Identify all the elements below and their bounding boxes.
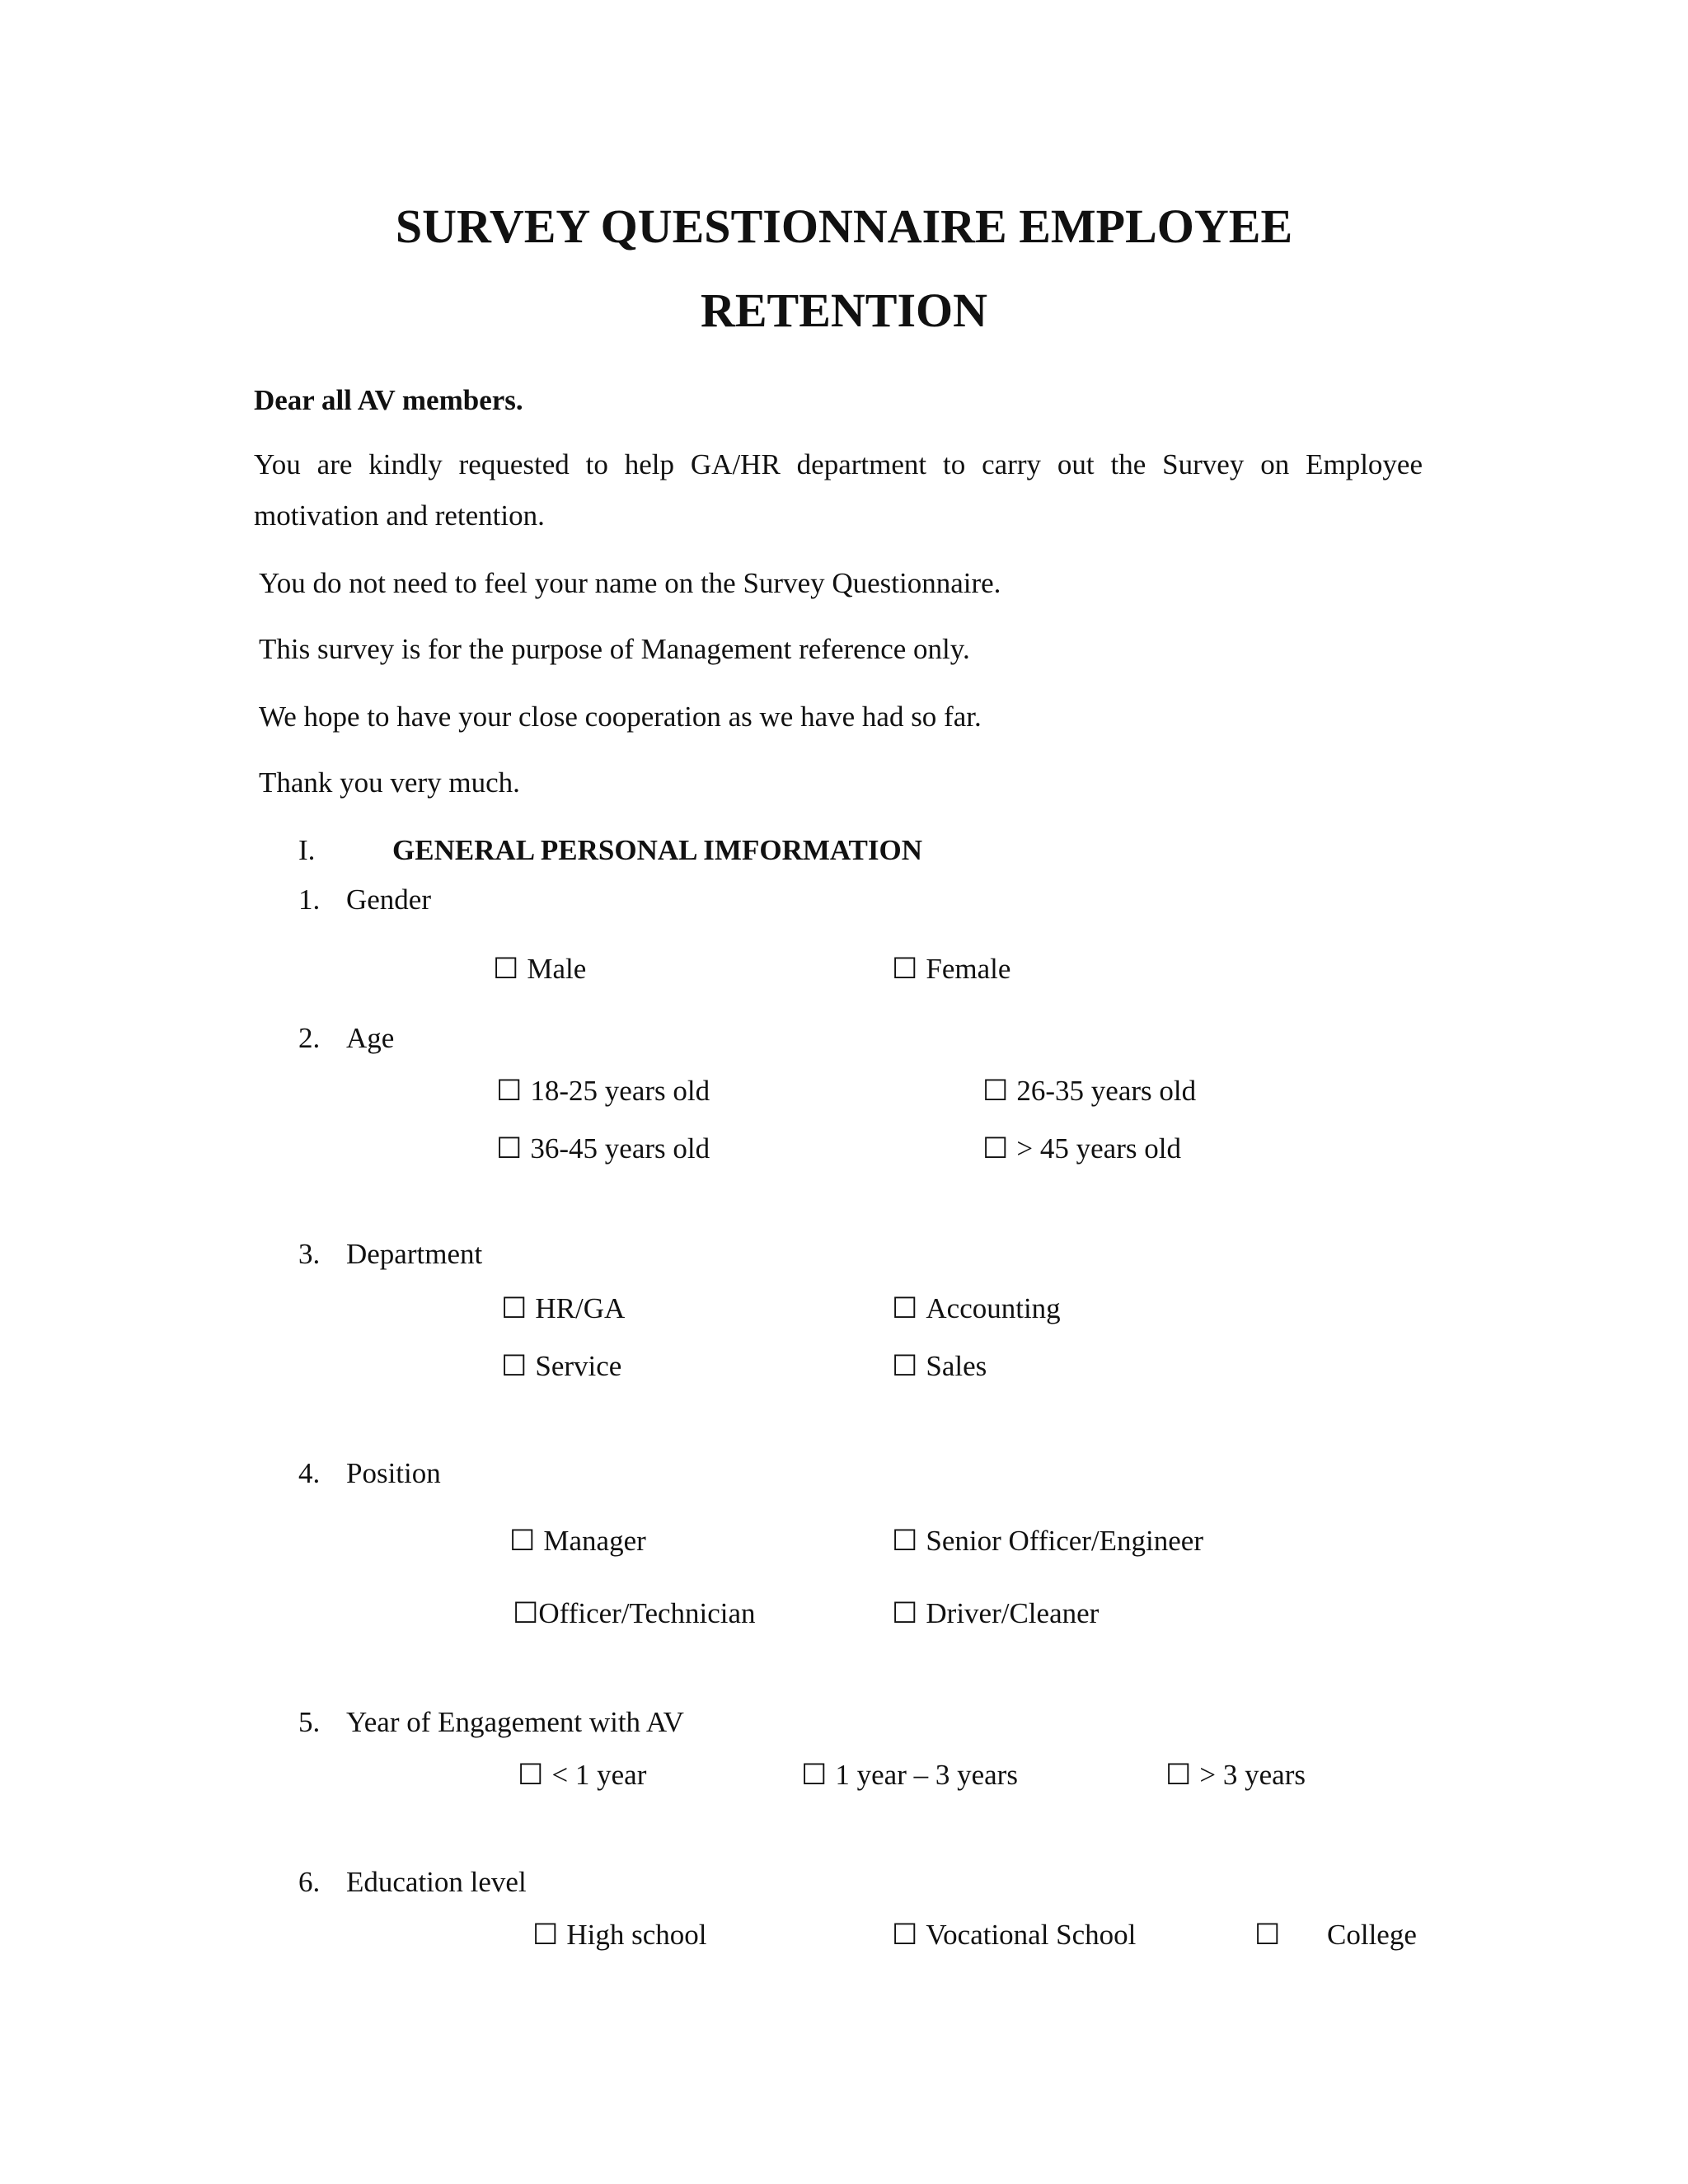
checkbox-icon[interactable]: ☐ [532, 1919, 559, 1951]
question-number: 1. [298, 883, 321, 916]
option-age-26-35[interactable] [982, 1073, 1196, 1109]
option-label: Driver/Cleaner [926, 1597, 1100, 1629]
purpose-note: This survey is for the purpose of Management reference only. [259, 633, 970, 665]
option-label: 1 year – 3 years [835, 1759, 1018, 1791]
option-officer-technician[interactable] [513, 1596, 756, 1632]
checkbox-icon[interactable]: ☐ [892, 1919, 918, 1951]
option-label: Female [926, 953, 1011, 985]
option-female[interactable] [892, 951, 1010, 987]
checkbox-icon[interactable]: ☐ [501, 1292, 528, 1324]
option-sales[interactable] [892, 1348, 987, 1385]
checkbox-icon[interactable]: ☐ [518, 1759, 544, 1791]
greeting: Dear all AV members. [254, 384, 523, 416]
question-label-gender: Gender [346, 883, 432, 916]
option-service[interactable] [501, 1348, 621, 1385]
intro-paragraph-line-2: motivation and retention. [254, 499, 545, 532]
page-title-line-1: SURVEY QUESTIONNAIRE EMPLOYEE [395, 199, 1293, 253]
thanks-note: Thank you very much. [259, 766, 520, 799]
question-label-education: Education level [346, 1866, 527, 1898]
checkbox-icon[interactable]: ☐ [892, 953, 918, 985]
checkbox-icon[interactable]: ☐ [509, 1525, 536, 1557]
option-high-school[interactable] [532, 1917, 707, 1953]
option-label: 18-25 years old [530, 1075, 710, 1107]
question-number: 6. [298, 1866, 321, 1898]
question-number: 5. [298, 1706, 321, 1738]
option-male[interactable] [493, 951, 586, 987]
option-label: Sales [926, 1350, 987, 1382]
option-vocational-school[interactable] [892, 1917, 1136, 1953]
anonymity-note: You do not need to feel your name on the Survey Questionnaire. [259, 567, 1001, 599]
option-label: Male [527, 953, 587, 985]
checkbox-icon[interactable]: ☐ [982, 1075, 1009, 1107]
option-label: High school [566, 1919, 707, 1951]
option-label: Accounting [926, 1292, 1061, 1324]
option-age-36-45[interactable] [496, 1131, 710, 1167]
page-title-line-2: RETENTION [700, 284, 988, 337]
option-senior-officer-engineer[interactable] [892, 1523, 1203, 1559]
option-label: HR/GA [535, 1292, 626, 1324]
option-label: 36-45 years old [530, 1132, 710, 1165]
cooperation-note: We hope to have your close cooperation as we have had so far. [259, 701, 982, 733]
checkbox-icon[interactable]: ☐ [801, 1759, 828, 1791]
option-label: < 1 year [551, 1759, 647, 1791]
option-hr-ga[interactable] [501, 1291, 625, 1327]
option-age-over-45[interactable] [982, 1131, 1181, 1167]
question-label-position: Position [346, 1457, 441, 1489]
option-less-than-1-year[interactable] [518, 1757, 646, 1793]
option-label: > 3 years [1199, 1759, 1306, 1791]
question-number: 2. [298, 1022, 321, 1054]
option-more-than-3-years[interactable] [1165, 1757, 1306, 1793]
checkbox-icon[interactable]: ☐ [513, 1597, 539, 1629]
option-label: 26-35 years old [1016, 1075, 1197, 1107]
checkbox-icon[interactable]: ☐ [1254, 1919, 1281, 1951]
checkbox-icon[interactable]: ☐ [892, 1525, 918, 1557]
section-numeral: I. [298, 834, 316, 866]
checkbox-icon[interactable]: ☐ [493, 953, 519, 985]
question-label-engagement: Year of Engagement with AV [346, 1706, 684, 1738]
option-manager[interactable] [509, 1523, 646, 1559]
checkbox-icon[interactable]: ☐ [892, 1350, 918, 1382]
checkbox-icon[interactable]: ☐ [496, 1075, 523, 1107]
question-number: 4. [298, 1457, 321, 1489]
intro-paragraph-line-1: You are kindly requested to help GA/HR department to carry out the Survey on Employee [254, 448, 1423, 480]
checkbox-icon[interactable]: ☐ [982, 1132, 1009, 1165]
question-label-department: Department [346, 1238, 483, 1270]
checkbox-icon[interactable]: ☐ [501, 1350, 528, 1382]
question-label-age: Age [346, 1022, 395, 1054]
checkbox-icon[interactable]: ☐ [496, 1132, 523, 1165]
option-college-label: College [1327, 1919, 1417, 1951]
option-label: > 45 years old [1016, 1132, 1181, 1165]
option-label: Senior Officer/Engineer [926, 1525, 1203, 1557]
option-college-checkbox[interactable] [1254, 1917, 1280, 1953]
option-age-18-25[interactable] [496, 1073, 710, 1109]
option-1-to-3-years[interactable] [801, 1757, 1018, 1793]
checkbox-icon[interactable]: ☐ [1165, 1759, 1192, 1791]
option-label: Officer/Technician [538, 1597, 756, 1629]
option-label: Service [535, 1350, 622, 1382]
option-driver-cleaner[interactable] [892, 1596, 1099, 1632]
option-label: Manager [543, 1525, 646, 1557]
option-label: Vocational School [926, 1919, 1137, 1951]
checkbox-icon[interactable]: ☐ [892, 1292, 918, 1324]
checkbox-icon[interactable]: ☐ [892, 1597, 918, 1629]
option-accounting[interactable] [892, 1291, 1061, 1327]
section-heading: GENERAL PERSONAL IMFORMATION [392, 834, 923, 866]
question-number: 3. [298, 1238, 321, 1270]
